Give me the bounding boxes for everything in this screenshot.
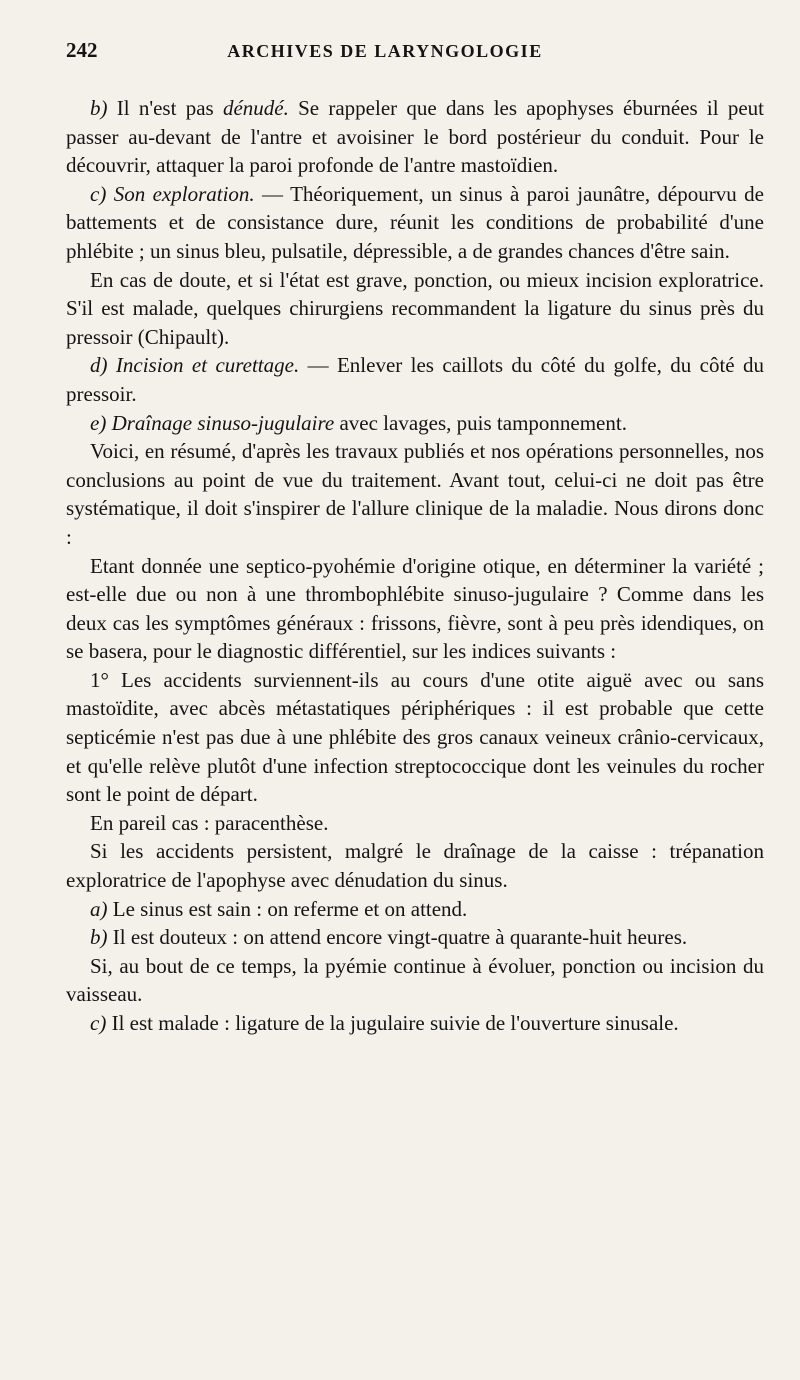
page-body — [66, 94, 764, 1038]
paragraph-lead: e) — [90, 410, 112, 435]
paragraph-italic: b) — [90, 925, 108, 950]
paragraph-text: Si les accidents persistent, malgré le draînage de la caisse : trépanation exploratrice de l'apophyse avec dénudation du sinus. — [66, 839, 764, 893]
paragraph-lead: d) — [90, 353, 116, 378]
paragraph-septico-pyohemie — [66, 552, 764, 666]
paragraph-a-healthy — [66, 895, 764, 924]
paragraph-d-incision — [66, 351, 764, 408]
paragraph-text: Il est douteux : on attend encore vingt-quatre à quarante-huit heures. — [107, 925, 688, 950]
paragraph-text: avec lavages, puis tamponnement. — [334, 410, 627, 435]
paragraph-c-diseased — [66, 1009, 764, 1038]
paragraph-italic: dénudé. — [222, 96, 289, 120]
paragraph-text: Il est malade : ligature de la jugulaire suivie de l'ouverture sinusale. — [106, 1011, 679, 1035]
running-title: ARCHIVES DE LARYNGOLOGIE — [227, 41, 543, 61]
paragraph-italic: Incision et curettage. — [115, 353, 300, 378]
page-number: 242 — [66, 38, 98, 62]
paragraph-b-not-exposed — [66, 94, 764, 180]
paragraph-text: Voici, en résumé, d'après les travaux publiés et nos opérations personnelles, nos conclusions au point de vue du traitement. Avant tout, celui-ci ne doit pas être systématique, il doit s'inspirer de l'allure clinique de la maladie. Nous dirons donc : — [66, 439, 764, 549]
paragraph-paracentesis — [66, 809, 764, 838]
paragraph-lead: c) — [90, 181, 114, 206]
paragraph-e-drainage — [66, 409, 764, 438]
paragraph-point-1 — [66, 666, 764, 809]
paragraph-puncture — [66, 952, 764, 1009]
paragraph-lead: b) — [90, 96, 117, 120]
paragraph-doubt — [66, 266, 764, 352]
paragraph-italic: a) — [90, 896, 108, 921]
paragraph-text: En cas de doute, et si l'état est grave, ponction, ou mieux incision exploratrice. S'il est malade, quelques chirurgiens recommandent la ligature du sinus près du pressoir (Chipault). — [66, 267, 764, 349]
paragraph-text: Le sinus est sain : on referme et on attend. — [107, 896, 468, 921]
page-header — [66, 38, 764, 80]
paragraph-text: Etant donnée une septico-pyohémie d'origine otique, en déterminer la variété ; est-elle due ou non à une thrombophlébite sinuso-jugulaire ? Comme dans les deux cas les symptômes généraux : frissons, fièvre, sont à peu près idendiques, on se basera, pour le diagnostic différentiel, sur les indices suivants : — [66, 553, 764, 664]
paragraph-summary — [66, 437, 764, 551]
paragraph-text: Se rappeler que dans les apophyses éburnées il peut passer au-devant de l'antre et avoisiner le bord postérieur du conduit. Pour le découvrir, attaquer la paroi profonde de l'antre mastoïdien. — [66, 96, 764, 178]
paragraph-text: 1° Les accidents surviennent-ils au cours d'une otite aiguë avec ou sans mastoïdite, avec abcès métastatiques périphériques : il est probable que cette septicémie n'est pas due à une phlébite des gros canaux veineux crânio-cervicaux, et qu'elle relève plutôt d'une infection streptococcique dont les veinules du rocher sont le point de départ. — [66, 667, 764, 807]
paragraph-text: — Enlever les caillots du côté du golfe, du côté du pressoir. — [66, 353, 764, 406]
paragraph-c-exploration — [66, 180, 764, 266]
paragraph-text: — Théoriquement, un sinus à paroi jaunâtre, dépourvu de battements et de consistance dure, réunit les conditions de probabilité d'une phlébite ; un sinus bleu, pulsatile, dépressible, a de grandes chances d'être sain. — [66, 181, 764, 263]
paragraph-b-doubtful — [66, 923, 764, 952]
paragraph-italic: Son exploration. — [113, 181, 255, 206]
paragraph-text: Si, au bout de ce temps, la pyémie continue à évoluer, ponction ou incision du vaisseau. — [66, 953, 764, 1007]
paragraph-italic: c) — [90, 1011, 107, 1035]
paragraph-italic: Draînage sinuso-jugulaire — [111, 410, 335, 435]
paragraph-persisting-accidents — [66, 837, 764, 894]
paragraph-lead-text: Il n'est pas — [116, 96, 223, 120]
paragraph-text: En pareil cas : paracenthèse. — [90, 810, 329, 835]
